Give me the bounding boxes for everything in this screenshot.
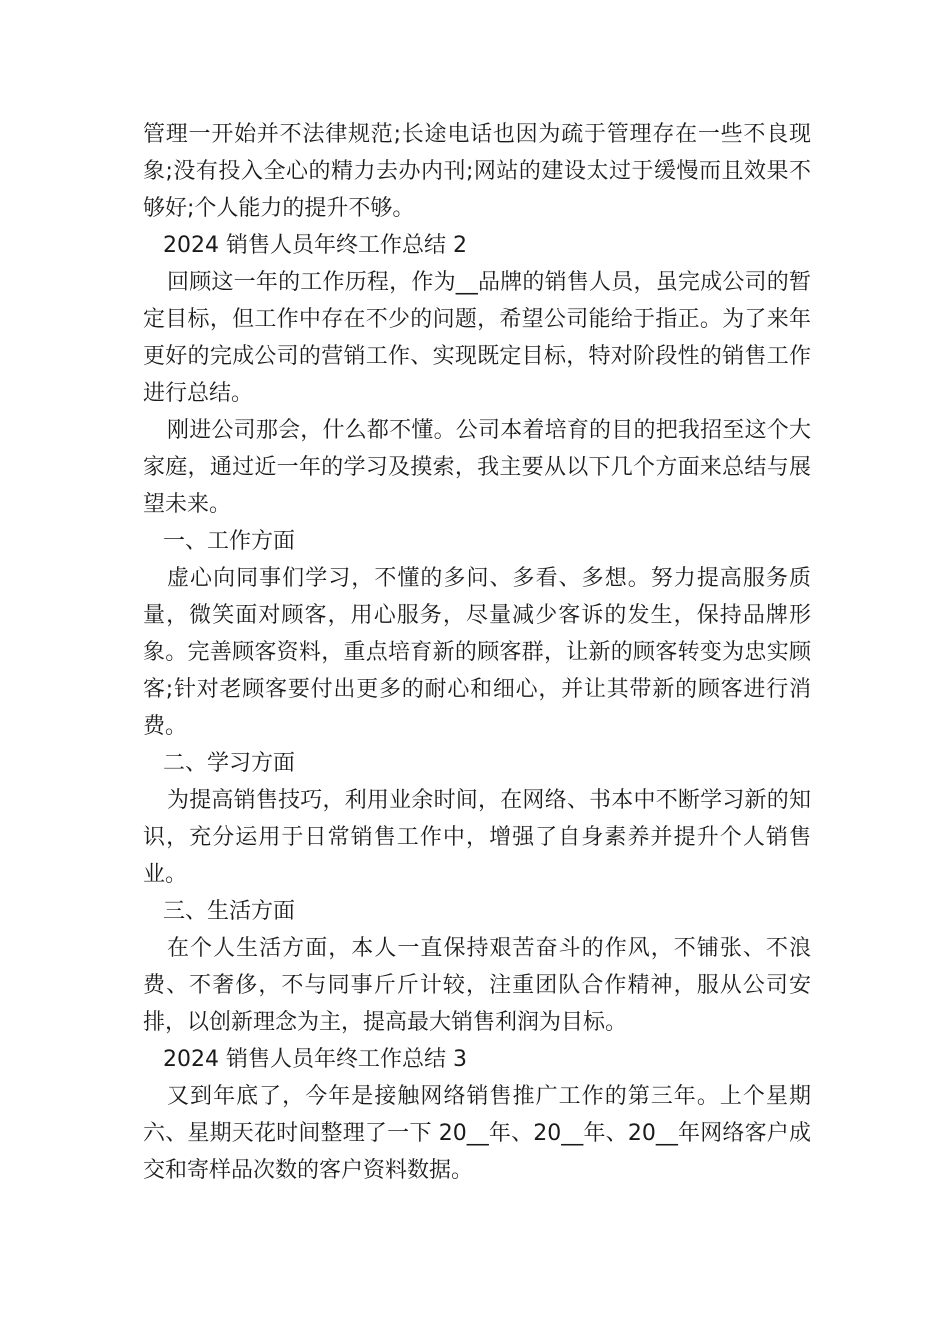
- paragraph: 在个人生活方面，本人一直保持艰苦奋斗的作风，不铺张、不浪费、不奢侈，不与同事斤斤计较，注重团队合作精神，服从公司安排，以创新理念为主，提高最大销售利润为目标。: [143, 936, 811, 1035]
- section-title: 2024 销售人员年终工作总结 2: [163, 233, 467, 258]
- paragraph: 刚进公司那会，什么都不懂。公司本着培育的目的把我招至这个大家庭，通过近一年的学习及摸索，我主要从以下几个方面来总结与展望未来。: [143, 418, 811, 517]
- paragraph: 为提高销售技巧，利用业余时间，在网络、书本中不断学习新的知识，充分运用于日常销售工作中，增强了自身素养并提升个人销售业。: [143, 788, 811, 887]
- subsection-heading: 二、学习方面: [163, 751, 296, 776]
- paragraph: 管理一开始并不法律规范;长途电话也因为疏于管理存在一些不良现象;没有投入全心的精力去办内刊;网站的建设太过于缓慢而且效果不够好;个人能力的提升不够。: [143, 122, 811, 221]
- document-page: [143, 116, 811, 1189]
- paragraph: 又到年底了，今年是接触网络销售推广工作的第三年。上个星期六、星期天花时间整理了一下 20__年、20__年、20__年网络客户成交和寄样品次数的客户资料数据。: [143, 1084, 811, 1183]
- section-title: 2024 销售人员年终工作总结 3: [163, 1047, 467, 1072]
- subsection-heading: 一、工作方面: [163, 529, 296, 554]
- subsection-heading: 三、生活方面: [163, 899, 296, 924]
- paragraph: 回顾这一年的工作历程，作为__品牌的销售人员，虽完成公司的暂定目标，但工作中存在不少的问题，希望公司能给于指正。为了来年更好的完成公司的营销工作、实现既定目标，特对阶段性的销售工作进行总结。: [143, 270, 811, 406]
- paragraph: 虚心向同事们学习，不懂的多问、多看、多想。努力提高服务质量，微笑面对顾客，用心服务，尽量减少客诉的发生，保持品牌形象。完善顾客资料，重点培育新的顾客群，让新的顾客转变为忠实顾客;针对老顾客要付出更多的耐心和细心，并让其带新的顾客进行消费。: [143, 566, 811, 739]
